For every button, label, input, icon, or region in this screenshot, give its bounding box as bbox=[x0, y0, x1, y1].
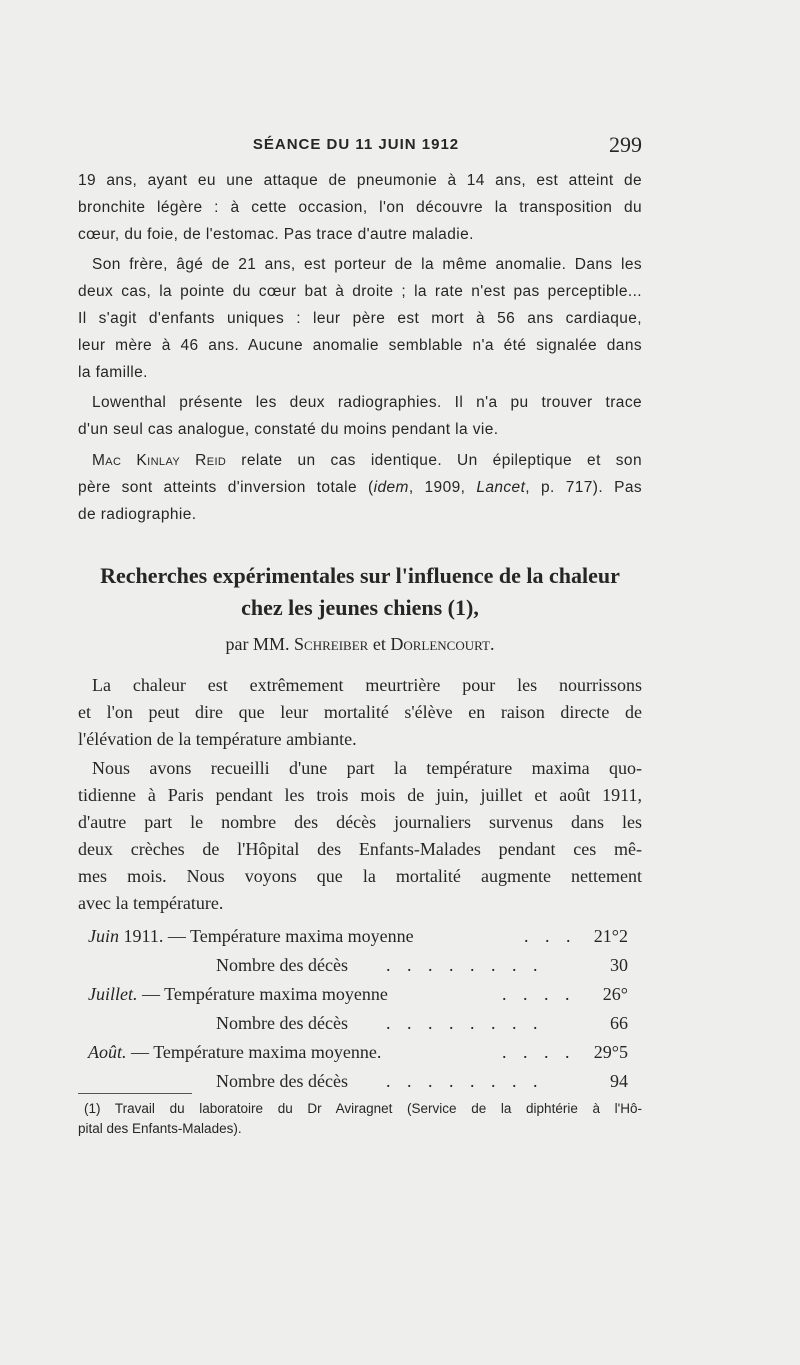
table-row bbox=[78, 984, 642, 1010]
row-value: 66 bbox=[610, 1013, 628, 1033]
row-value: 29°5 bbox=[593, 1042, 628, 1062]
author-name: Dorlencourt. bbox=[390, 634, 495, 654]
text-line: tidienne à Paris pendant les trois mois de juin, juillet et août 1911, bbox=[78, 785, 642, 805]
text-line: d'un seul cas analogue, constaté du moins pendant la vie. bbox=[78, 421, 499, 438]
text-line: mes mois. Nous voyons que la mortalité augmente nettement bbox=[78, 866, 642, 886]
running-header bbox=[70, 132, 642, 162]
text-line: cœur, du foie, de l'estomac. Pas trace d'autre maladie. bbox=[78, 226, 474, 243]
row-label: Température maxima moyenne. bbox=[153, 1042, 382, 1062]
author-name: Mac Kinlay Reid bbox=[92, 452, 227, 469]
month-name: Août. bbox=[88, 1042, 127, 1062]
byline-and: et bbox=[372, 634, 386, 654]
row-value: 30 bbox=[610, 955, 628, 975]
leader-dots: . . . . . . . . bbox=[386, 1071, 544, 1091]
row-label: Nombre des décès bbox=[216, 955, 348, 975]
row-label: Nombre des décès bbox=[216, 1071, 348, 1091]
row-value: 21°2 bbox=[593, 926, 628, 946]
leader-dots: . . . . bbox=[502, 1042, 576, 1062]
text-line: 19 ans, ayant eu une attaque de pneumonie à 14 ans, est atteint de bbox=[78, 172, 642, 189]
text-span: , 1909, bbox=[408, 479, 477, 496]
header-title: SÉANCE DU 11 JUIN 1912 bbox=[252, 136, 460, 153]
text-line: l'élévation de la température ambiante. bbox=[78, 729, 357, 749]
text-line: deux crèches de l'Hôpital des Enfants-Malades pendant ces mê- bbox=[78, 839, 642, 859]
table-row bbox=[78, 1013, 642, 1039]
leader-dots: . . . . . . . . bbox=[386, 1013, 544, 1033]
row-value: 26° bbox=[602, 984, 628, 1004]
article-byline bbox=[78, 634, 642, 655]
text-line: avec la température. bbox=[78, 893, 224, 913]
page-number: 299 bbox=[609, 132, 642, 157]
text-span: père sont atteints d'inversion totale ( bbox=[78, 479, 374, 496]
table-row bbox=[78, 1042, 642, 1068]
month-rest: — bbox=[137, 984, 165, 1004]
text-line: La chaleur est extrêmement meurtrière pour les nourrissons bbox=[92, 675, 642, 695]
text-line bbox=[78, 479, 642, 497]
text-line: deux cas, la pointe du cœur bat à droite ; la rate n'est pas perceptible... bbox=[78, 283, 642, 300]
row-value: 94 bbox=[610, 1071, 628, 1091]
row-month bbox=[88, 984, 388, 1005]
row-month bbox=[88, 926, 414, 947]
leader-dots: . . . . bbox=[502, 984, 576, 1004]
text-line: leur mère à 46 ans. Aucune anomalie semblable n'a été signalée dans bbox=[78, 337, 642, 354]
text-line: bronchite légère : à cette occasion, l'on découvre la transposition du bbox=[78, 199, 642, 216]
month-rest: — bbox=[126, 1042, 154, 1062]
author-name: Schreiber bbox=[294, 634, 369, 654]
text-line: et l'on peut dire que leur mortalité s'élève en raison directe de bbox=[78, 702, 642, 722]
article-title-line2: chez les jeunes chiens (1), bbox=[241, 595, 479, 620]
text-span: relate un cas identique. Un épileptique et son bbox=[241, 452, 642, 469]
text-line: la famille. bbox=[78, 364, 148, 381]
byline-prefix: par MM. bbox=[225, 634, 290, 654]
table-row bbox=[78, 926, 642, 952]
text-line: Lowenthal présente les deux radiographies. Il n'a pu trouver trace bbox=[92, 394, 642, 411]
month-rest: 1911. — bbox=[119, 926, 191, 946]
row-label: Nombre des décès bbox=[216, 1013, 348, 1033]
citation-idem: idem bbox=[373, 479, 409, 496]
month-name: Juin bbox=[88, 926, 119, 946]
text-line: Il s'agit d'enfants uniques : leur père est mort à 56 ans cardiaque, bbox=[78, 310, 642, 327]
text-line: de radiographie. bbox=[78, 506, 197, 523]
article-title-line1: Recherches expérimentales sur l'influence de la chaleur bbox=[100, 563, 620, 588]
row-label: Température maxima moyenne bbox=[164, 984, 388, 1004]
footnote-line: pital des Enfants-Malades). bbox=[78, 1121, 242, 1136]
month-name: Juillet. bbox=[88, 984, 138, 1004]
footnote-line: (1) Travail du laboratoire du Dr Aviragnet (Service de la diphtérie à l'Hô- bbox=[84, 1101, 642, 1116]
row-label: Température maxima moyenne bbox=[190, 926, 414, 946]
text-line bbox=[78, 452, 642, 470]
footnote-rule bbox=[78, 1093, 192, 1094]
citation-journal: Lancet bbox=[476, 479, 526, 496]
leader-dots: . . . bbox=[524, 926, 577, 946]
text-line: Son frère, âgé de 21 ans, est porteur de la même anomalie. Dans les bbox=[92, 256, 642, 273]
table-row bbox=[78, 955, 642, 981]
text-span: , p. 717). Pas bbox=[525, 479, 642, 496]
leader-dots: . . . . . . . . bbox=[386, 955, 544, 975]
row-month bbox=[88, 1042, 381, 1063]
text-line: Nous avons recueilli d'une part la température maxima quo- bbox=[92, 758, 642, 778]
text-line: d'autre part le nombre des décès journaliers survenus dans les bbox=[78, 812, 642, 832]
